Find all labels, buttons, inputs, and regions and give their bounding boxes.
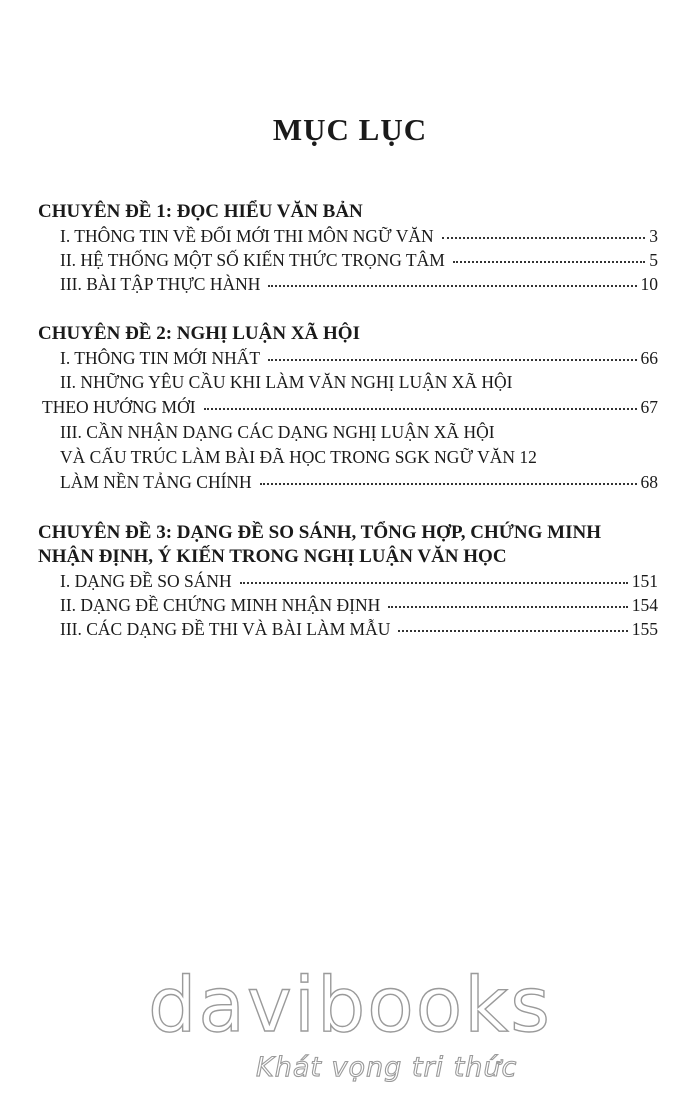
dot-leader: [453, 260, 645, 263]
entry-text-line: II. NHỮNG YÊU CẦU KHI LÀM VĂN NGHỊ LUẬN XÃ HỘI: [60, 372, 513, 392]
page-number: 68: [640, 472, 658, 492]
page-number: 5: [649, 250, 658, 270]
toc-entry[interactable]: [38, 420, 658, 495]
toc-entry[interactable]: [38, 593, 658, 617]
dot-leader: [260, 482, 637, 485]
entry-text-line: III. CẦN NHẬN DẠNG CÁC DẠNG NGHỊ LUẬN XÃ HỘI: [60, 422, 495, 442]
chapter-title: CHUYÊN ĐỀ 1: ĐỌC HIỂU VĂN BẢN: [38, 201, 363, 222]
toc-entry[interactable]: [38, 224, 658, 248]
dot-leader: [268, 358, 636, 361]
page-number: 67: [640, 397, 658, 417]
page-number: 155: [631, 619, 658, 639]
toc-entry[interactable]: [38, 569, 658, 593]
chapter-1: [38, 200, 658, 296]
dot-leader: [268, 284, 636, 287]
toc-entry[interactable]: [38, 370, 658, 420]
entry-text: III. BÀI TẬP THỰC HÀNH: [60, 274, 261, 294]
page-number: 151: [631, 571, 658, 591]
page-title: MỤC LỤC: [272, 112, 428, 147]
dot-leader: [398, 629, 627, 632]
page-number: 66: [640, 348, 658, 368]
watermark-tagline: Khát vọng tri thức: [256, 1052, 518, 1083]
dot-leader: [442, 236, 646, 239]
toc-entry[interactable]: [38, 346, 658, 370]
chapter-title-line: NHẬN ĐỊNH, Ý KIẾN TRONG NGHỊ LUẬN VĂN HỌC: [38, 546, 507, 567]
chapter-3: [38, 521, 658, 641]
chapter-2: [38, 322, 658, 495]
entry-text: THEO HƯỚNG MỚI: [42, 397, 196, 417]
entry-text: II. HỆ THỐNG MỘT SỐ KIẾN THỨC TRỌNG TÂM: [60, 250, 445, 270]
entry-text: II. DẠNG ĐỀ CHỨNG MINH NHẬN ĐỊNH: [60, 595, 381, 615]
page-number: 10: [640, 274, 658, 294]
entry-text: LÀM NỀN TẢNG CHÍNH: [60, 472, 252, 492]
chapter-title-line: CHUYÊN ĐỀ 3: DẠNG ĐỀ SO SÁNH, TỔNG HỢP, CHỨNG MINH: [38, 522, 602, 543]
entry-text: III. CÁC DẠNG ĐỀ THI VÀ BÀI LÀM MẪU: [60, 619, 391, 639]
toc-entry[interactable]: [38, 617, 658, 641]
page-number: 154: [631, 595, 658, 615]
chapter-title: CHUYÊN ĐỀ 2: NGHỊ LUẬN XÃ HỘI: [38, 323, 360, 344]
entry-text: I. THÔNG TIN MỚI NHẤT: [60, 348, 261, 368]
dot-leader: [240, 581, 628, 584]
dot-leader: [388, 605, 627, 608]
entry-text: I. THÔNG TIN VỀ ĐỔI MỚI THI MÔN NGỮ VĂN: [60, 226, 434, 246]
entry-text: I. DẠNG ĐỀ SO SÁNH: [60, 571, 232, 591]
table-of-contents: [38, 200, 658, 667]
chapter-title: [38, 521, 658, 569]
toc-entry[interactable]: [38, 248, 658, 272]
toc-entry[interactable]: [38, 272, 658, 296]
dot-leader: [204, 407, 637, 410]
watermark-brand: davibooks: [148, 960, 552, 1049]
entry-text-line: VÀ CẤU TRÚC LÀM BÀI ĐÃ HỌC TRONG SGK NGỮ VĂN 12: [60, 447, 537, 467]
page-number: 3: [649, 226, 658, 246]
